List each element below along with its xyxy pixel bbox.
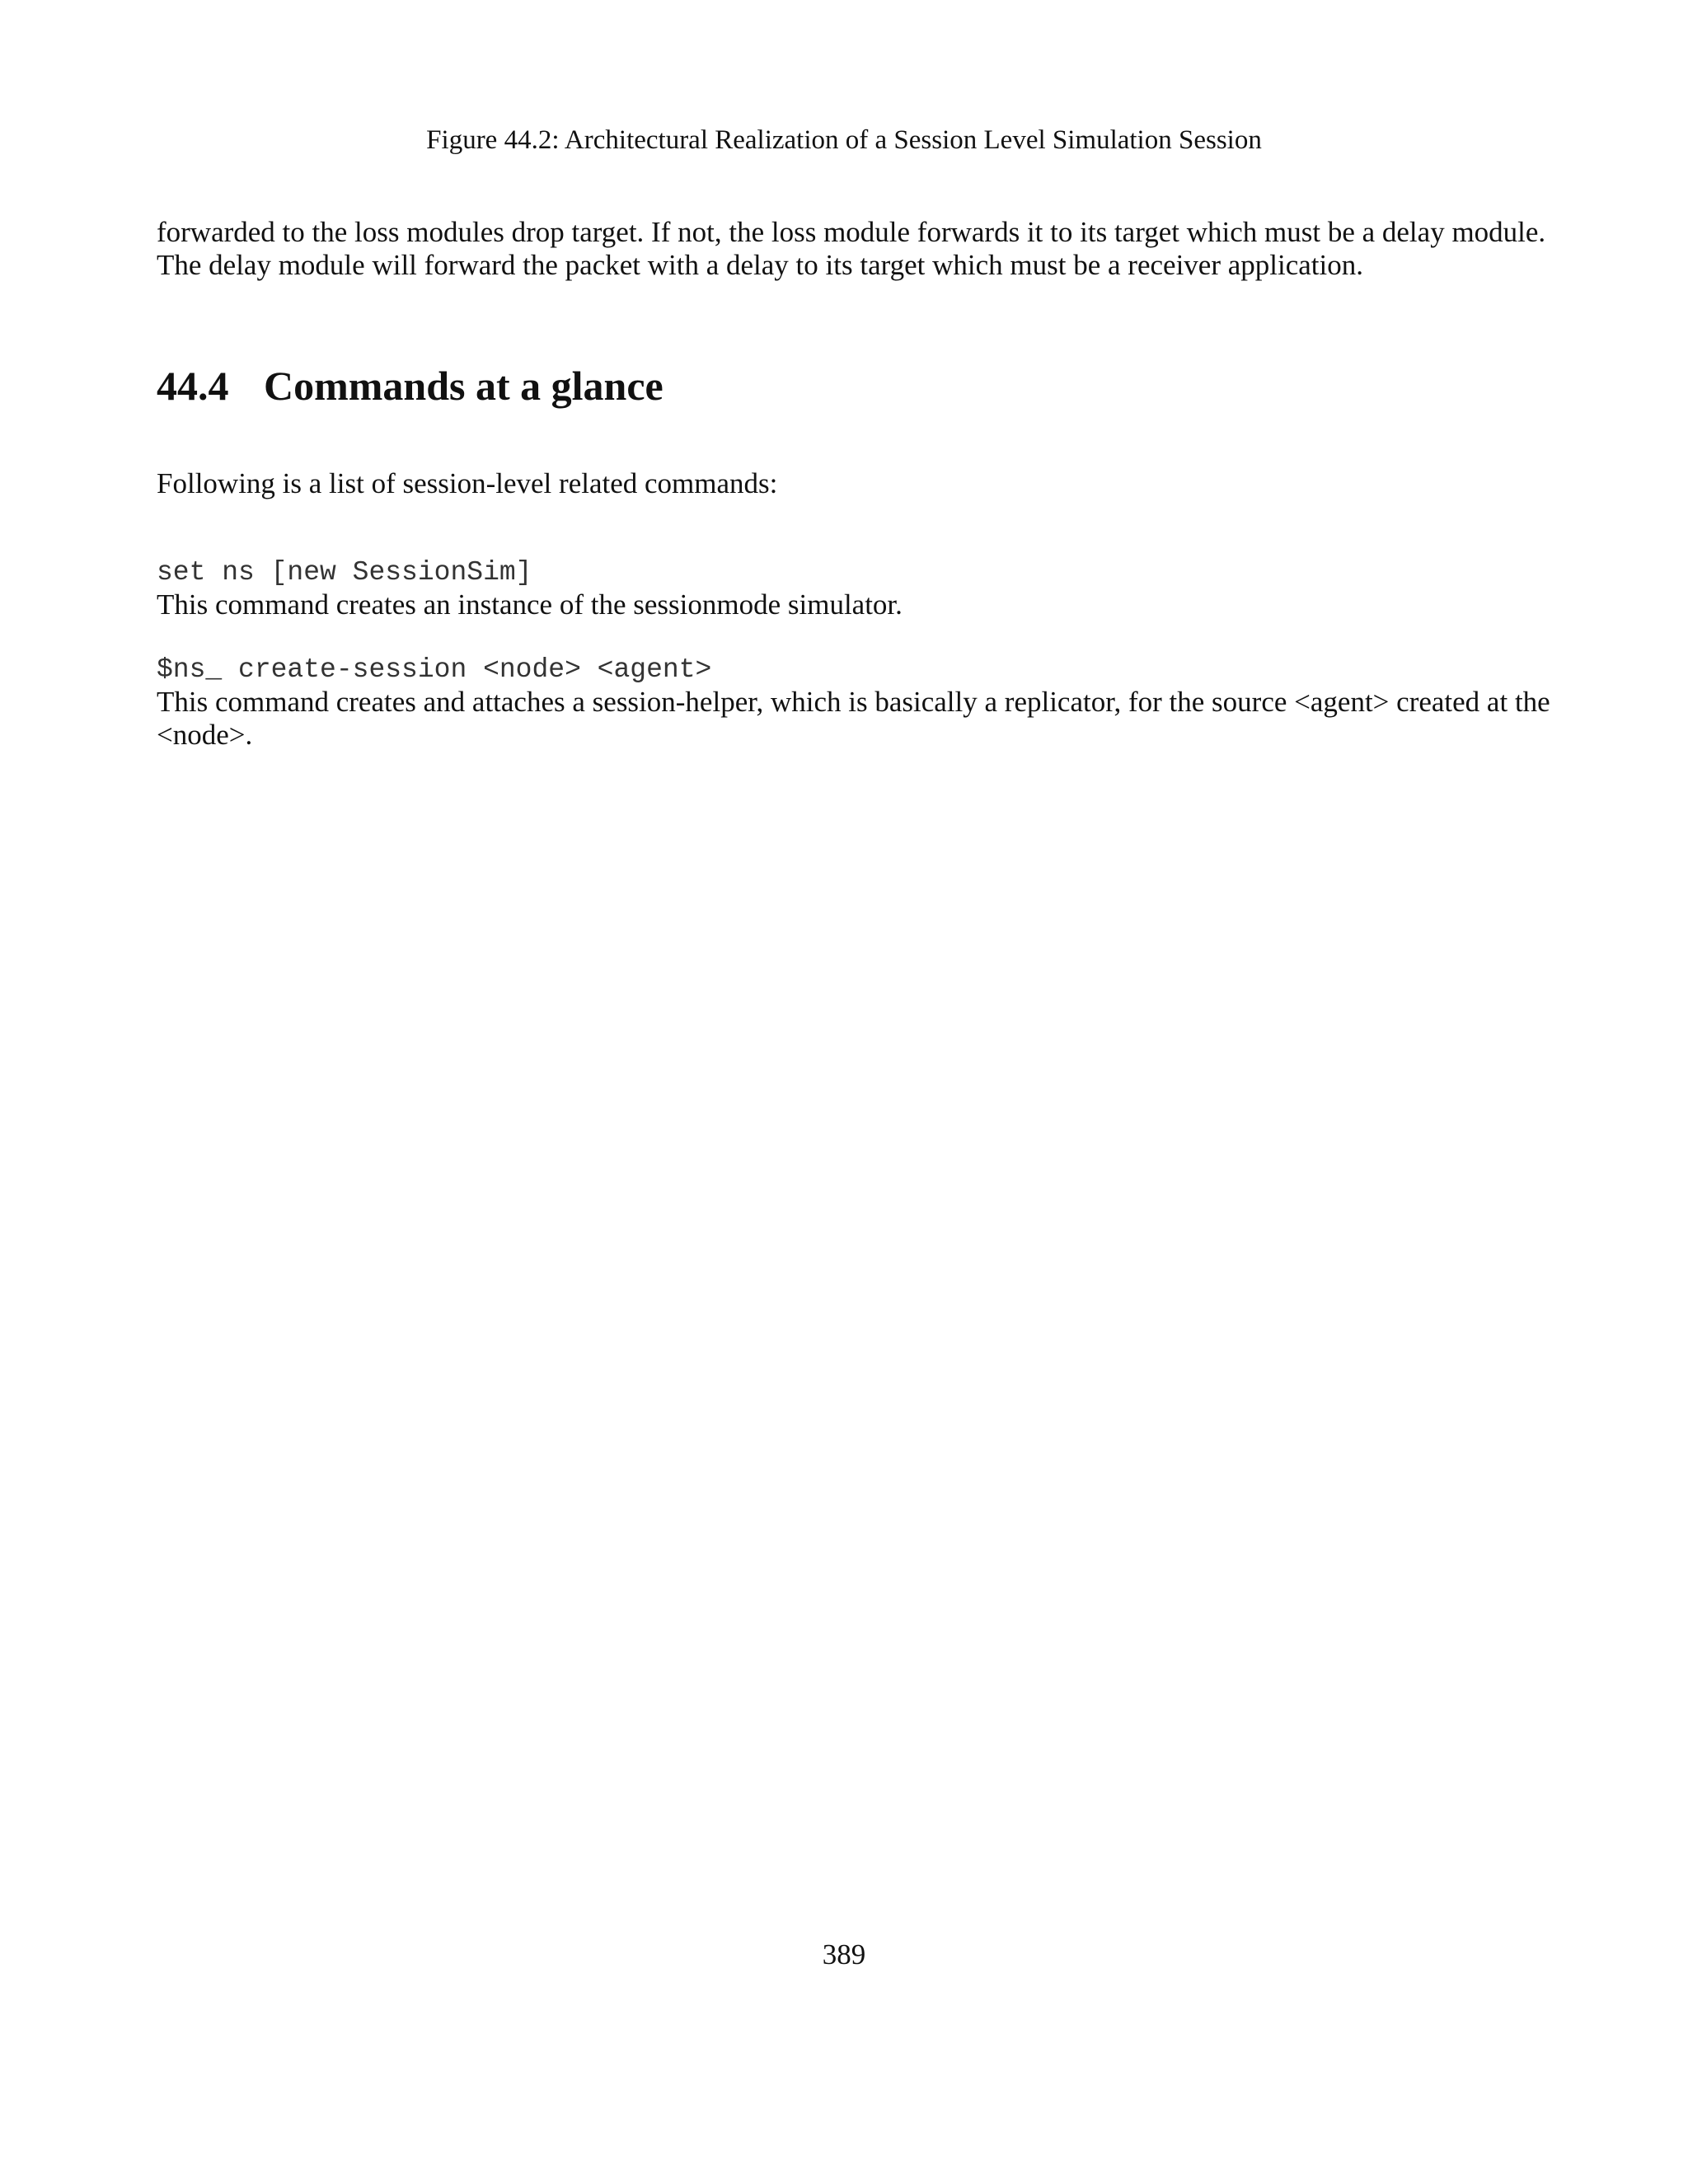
command-code: $ns_ create-session <node> <agent> <box>157 654 712 685</box>
section-heading <box>157 361 663 410</box>
intro-paragraph: Following is a list of session-level related commands: <box>157 467 778 499</box>
continuation-paragraph: forwarded to the loss modules drop target. If not, the loss module forwards it to its target which must be a delay module. The delay module will forward the packet with a delay to its target which must be a receiver application. <box>157 216 1546 281</box>
command-description: This command creates and attaches a session-helper, which is basically a replicator, for the source <agent> created at the <node>. <box>157 686 1550 751</box>
figure-caption: Figure 44.2: Architectural Realization of a Session Level Simulation Session <box>426 125 1262 155</box>
command-description: This command creates an instance of the sessionmode simulator. <box>157 588 903 621</box>
page-number: 389 <box>822 1938 866 1971</box>
section-title: Commands at a glance <box>264 363 663 409</box>
command-code: set ns [new SessionSim] <box>157 557 532 588</box>
section-number: 44.4 <box>157 363 229 409</box>
